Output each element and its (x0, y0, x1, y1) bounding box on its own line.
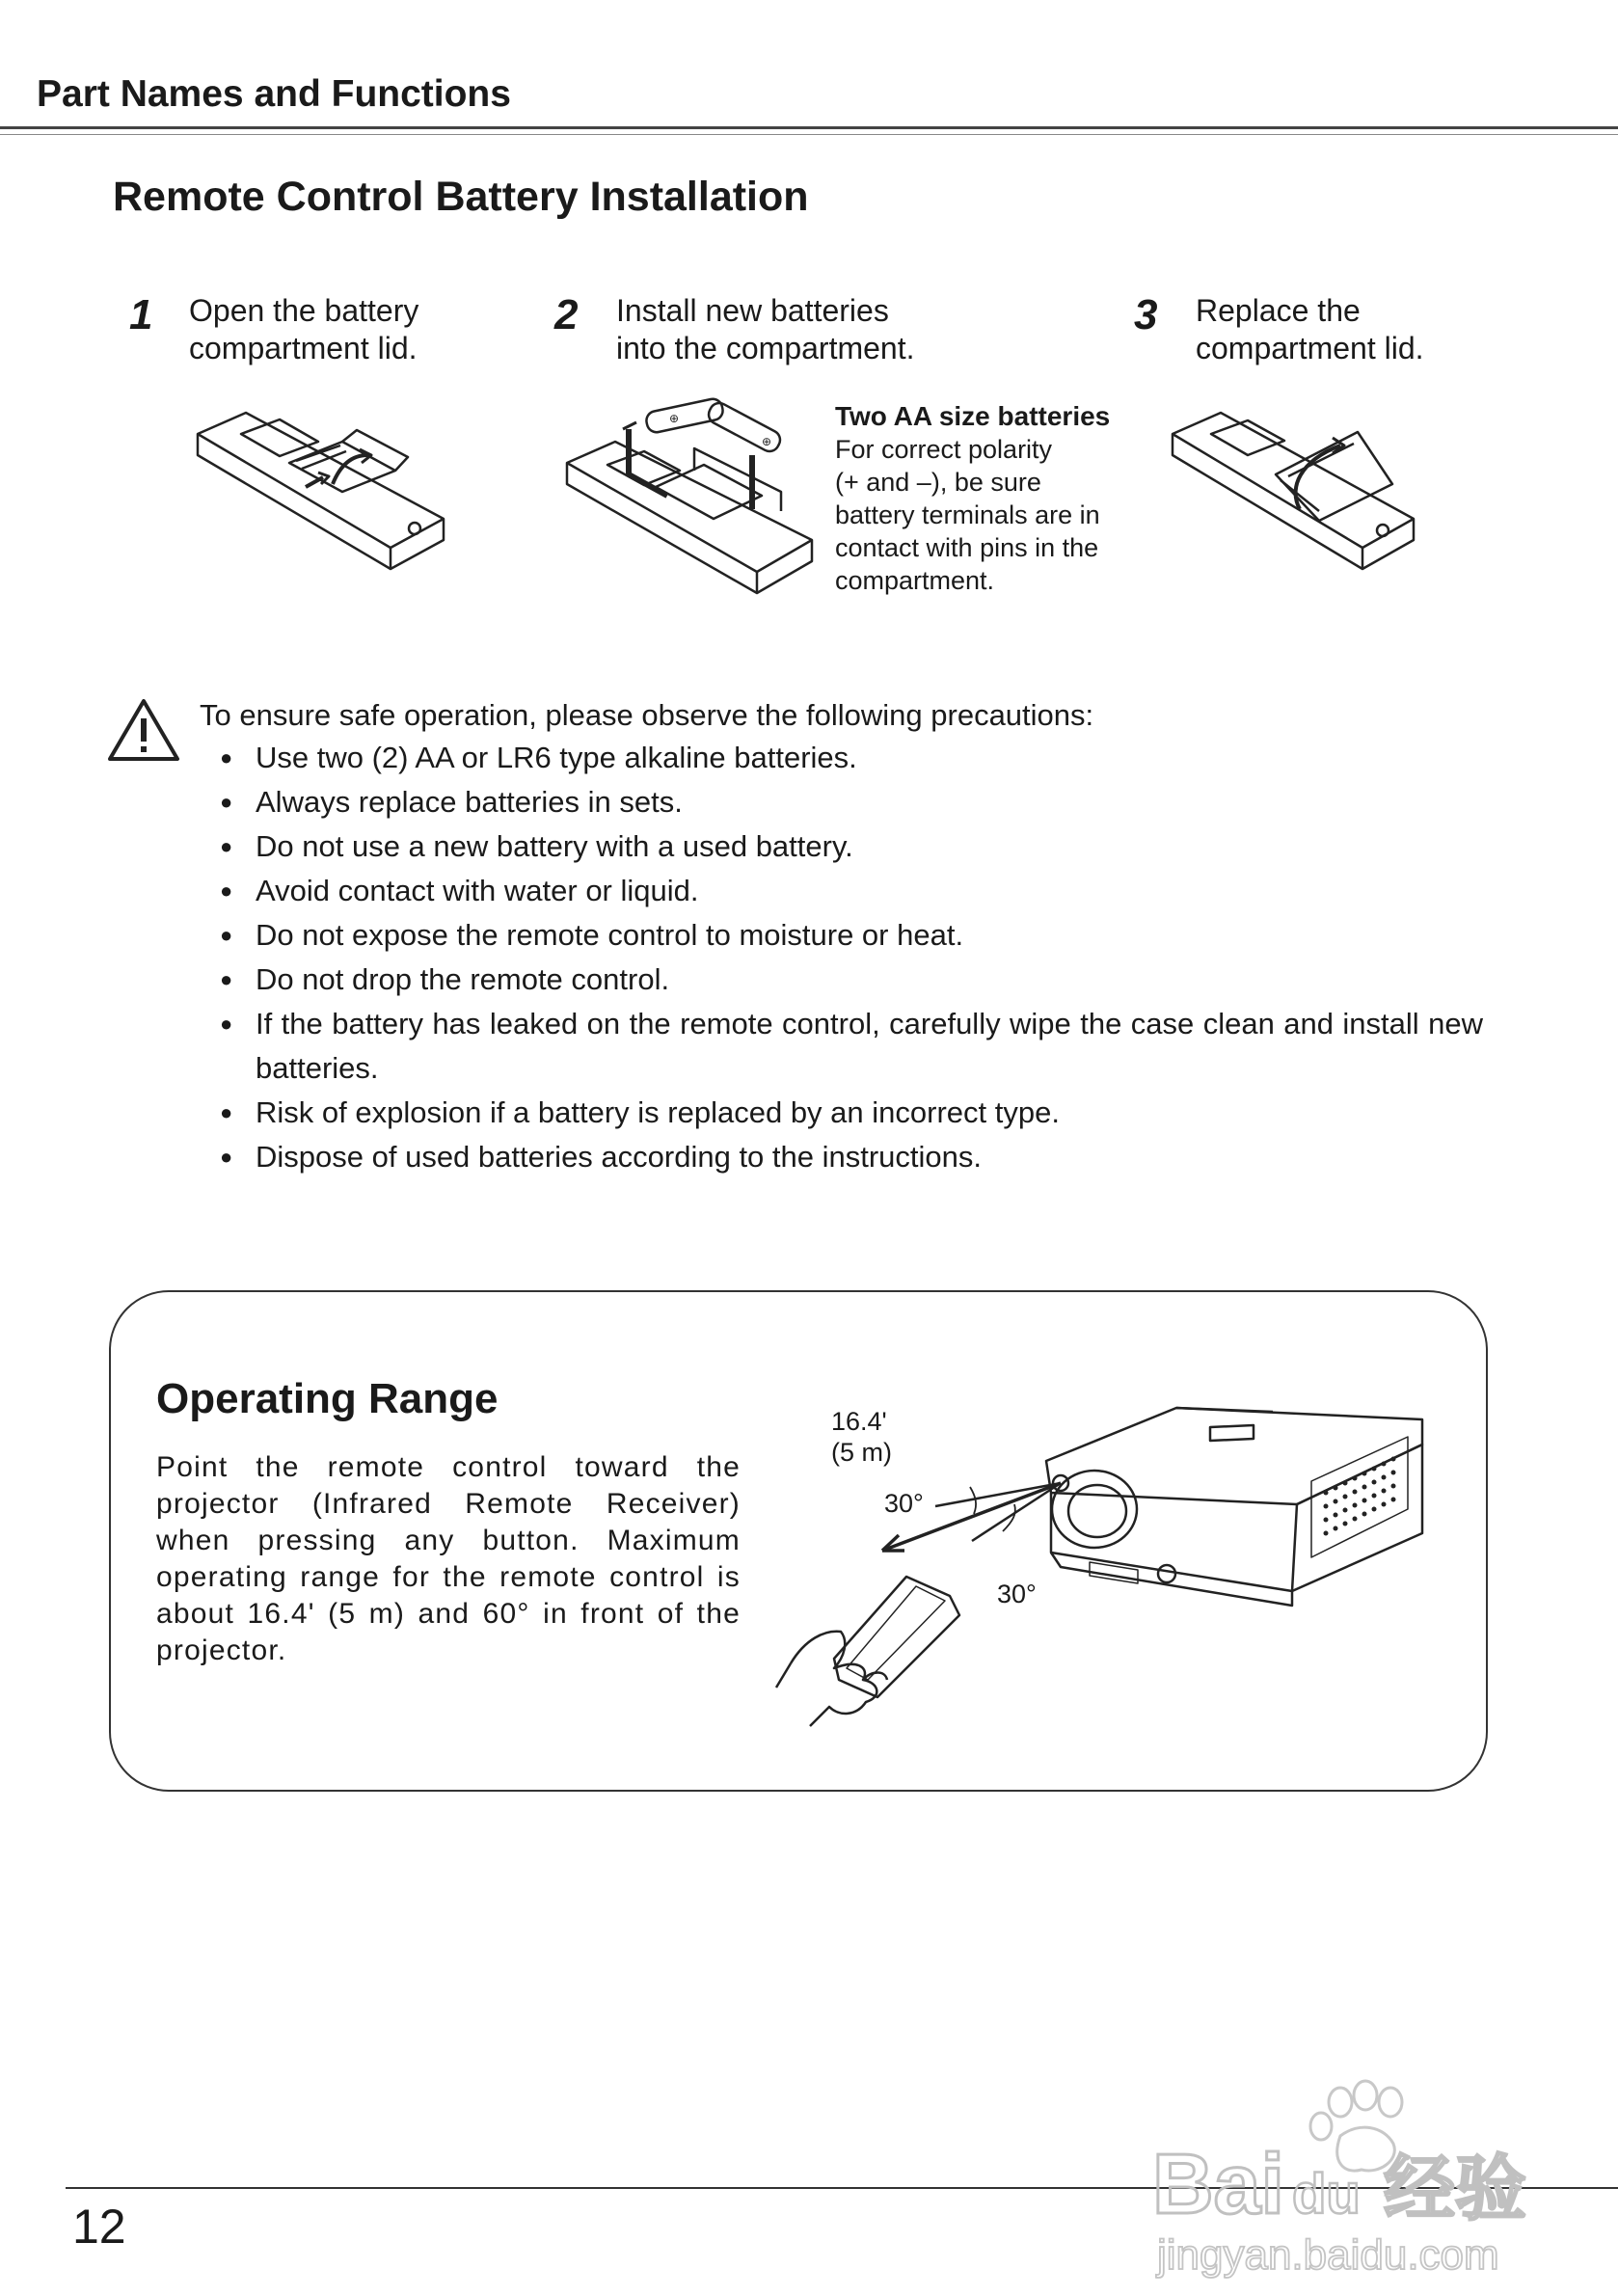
svg-text:⊕: ⊕ (669, 412, 680, 425)
remote-open-lid-illustration (188, 395, 458, 579)
precaution-item: ● Do not expose the remote control to moisture or heat. (220, 913, 1483, 958)
header-divider-thin (0, 134, 1618, 135)
watermark-url: jingyan.baidu.com (1157, 2231, 1499, 2279)
watermark-brand-suffix: du (1292, 2163, 1361, 2226)
header-divider (0, 126, 1618, 129)
precaution-item: ● Risk of explosion if a battery is replaced by an incorrect type. (220, 1091, 1483, 1135)
precautions-intro: To ensure safe operation, please observe the following precautions: (200, 698, 1094, 732)
battery-note (835, 400, 1134, 597)
step-3-number: 3 (1134, 291, 1158, 338)
page-header-title: Part Names and Functions (37, 73, 511, 115)
step-1-number: 1 (129, 291, 153, 338)
precaution-item: ● Do not use a new battery with a used battery. (220, 824, 1483, 869)
precaution-item: ● Always replace batteries in sets. (220, 780, 1483, 824)
warning-triangle-icon (107, 697, 180, 763)
range-distance-label: 16.4' (5 m) (831, 1407, 892, 1467)
range-angle-upper-label: 30° (884, 1489, 924, 1518)
operating-range-description: Point the remote control toward the projector (Infrared Remote Receiver) when pressing any button. Maximum operating range for the remote control is about 16.4' (5 m) and 60° in front of the projector. (156, 1451, 741, 1666)
battery-note-title: Two AA size batteries (835, 401, 1111, 431)
watermark-service: 经验 (1384, 2147, 1526, 2230)
baidu-watermark-logo (1147, 2078, 1552, 2281)
page-number: 12 (72, 2200, 126, 2254)
watermark-brand: Bai (1152, 2136, 1284, 2231)
remote-close-lid-illustration (1165, 395, 1425, 579)
precaution-item: ● Do not drop the remote control. (220, 958, 1483, 1002)
precaution-item: ● If the battery has leaked on the remote control, carefully wipe the case clean and install new batteries. (220, 1002, 1483, 1091)
step-2-number: 2 (554, 291, 579, 338)
svg-text:⊕: ⊕ (762, 435, 772, 448)
precaution-item: ● Avoid contact with water or liquid. (220, 869, 1483, 913)
precautions-list (220, 736, 1483, 1179)
remote-install-batteries-illustration (559, 395, 829, 612)
step-1-text: Open the battery compartment lid. (189, 293, 419, 365)
battery-note-text: For correct polarity (+ and –), be sure battery terminals are in contact with pins in the compartment. (835, 435, 1100, 595)
step-3-text: Replace the compartment lid. (1196, 293, 1424, 365)
precaution-item: ● Use two (2) AA or LR6 type alkaline batteries. (220, 736, 1483, 780)
step-2-text: Install new batteries into the compartment. (616, 293, 915, 365)
range-angle-lower-label: 30° (997, 1580, 1037, 1608)
precaution-item: ● Dispose of used batteries according to the instructions. (220, 1135, 1483, 1179)
battery-section-title: Remote Control Battery Installation (113, 174, 809, 220)
operating-range-title: Operating Range (156, 1375, 499, 1422)
